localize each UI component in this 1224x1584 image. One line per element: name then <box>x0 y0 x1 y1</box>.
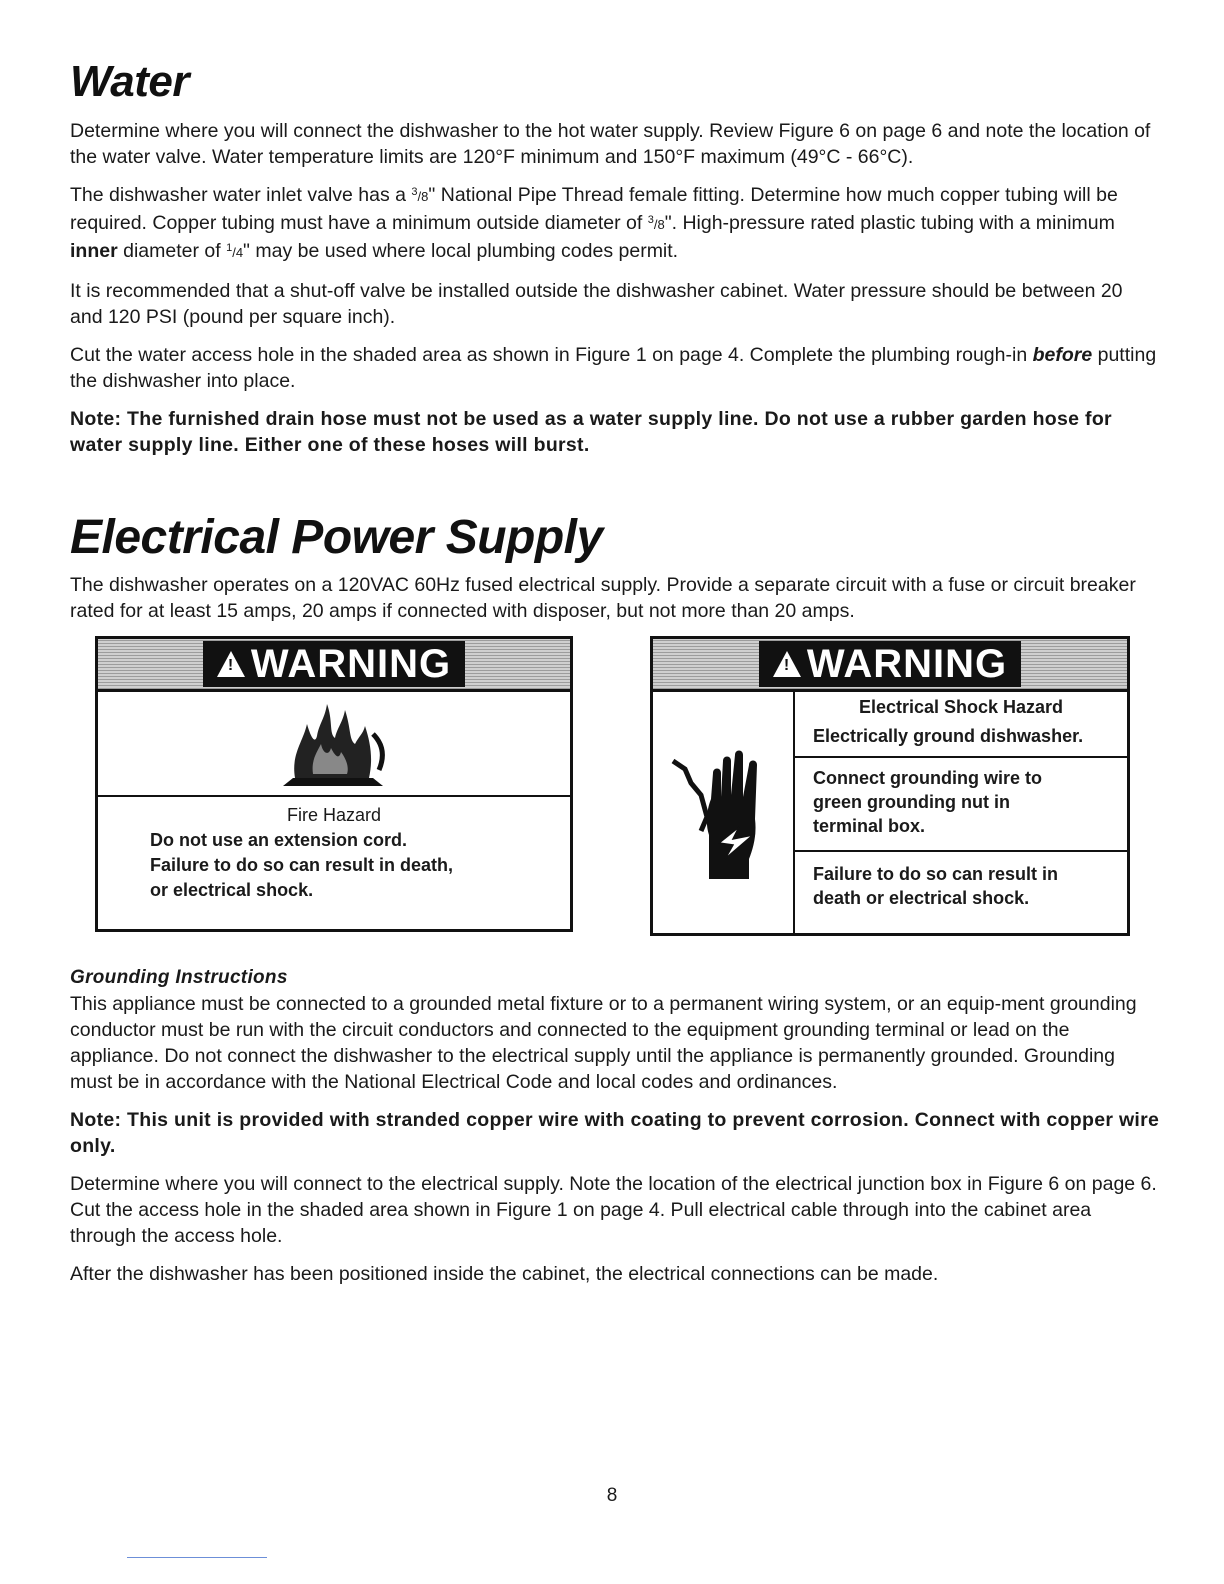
power-heading: Electrical Power Supply <box>70 511 603 564</box>
shock-warning-box <box>650 636 1130 936</box>
warning-banner <box>653 639 1127 692</box>
shock-hazard-title: Electrical Shock Hazard <box>858 697 1064 717</box>
fire-warning-line: Failure to do so can result in death, <box>150 855 454 875</box>
water-paragraph-4 <box>70 342 1160 394</box>
shock-warning-line: green grounding nut in <box>813 792 1010 812</box>
shock-warning-line: Connect grounding wire to <box>813 768 1042 788</box>
water-paragraph-3: It is recommended that a shut-off valve be installed outside the dishwasher cabinet. Water pressure should be between 20 and 120 PSI (pound per square inch). <box>70 280 1123 328</box>
text-run: " may be used where local plumbing codes permit. <box>243 240 679 262</box>
water-paragraph-1: Determine where you will connect the dishwasher to the hot water supply. Review Figure 6 on page 6 and note the location of the water valve. Water temperature limits are 120°F minimum and 150°F maximum (49°C - 66°C). <box>70 120 1151 168</box>
emphasis-inner: inner <box>70 240 118 262</box>
fraction-numerator: 3 <box>411 186 418 198</box>
fire-icon-area <box>98 692 570 797</box>
text-run: putting the dishwasher into place. <box>70 344 1157 392</box>
fraction-one-quarter <box>226 240 243 262</box>
text-run: The dishwasher water inlet valve has a <box>70 184 412 206</box>
water-paragraph-2 <box>70 182 1160 266</box>
water-heading: Water <box>70 57 189 106</box>
grounding-paragraph-1: This appliance must be connected to a grounded metal fixture or to a permanent wiring system, or an equip-ment grounding conductor must be run with the circuit conductors and connected to the equipment grounding terminal or lead on the appliance. Do not connect the dishwasher to the electrical supply until the appliance is permanently grounded. Grounding must be in accordance with the National Electrical Code and local codes and ordinances. <box>70 993 1137 1093</box>
grounding-heading: Grounding Instructions <box>70 967 288 988</box>
warning-text: WARNING <box>806 641 1008 686</box>
fraction-denominator: /4 <box>232 245 244 260</box>
emphasis-before: before <box>1032 344 1093 366</box>
grounding-paragraph-2: Determine where you will connect to the electrical supply. Note the location of the electrical junction box in Figure 6 on page 6. Cut the access hole in the shaded area shown in Figure 1 on page 4. Pull electrical cable through into the cabinet area through the access hole. <box>70 1173 1157 1247</box>
grounding-paragraph-3: After the dishwasher has been positioned inside the cabinet, the electrical connections can be made. <box>70 1263 939 1285</box>
shock-warning-line: terminal box. <box>813 816 926 836</box>
fire-hazard-title: Fire Hazard <box>286 805 382 825</box>
text-run: " National Pipe Thread female fitting. Determine how much copper tubing will be required. Copper tubing must have a minimum outside diameter of <box>70 184 1118 234</box>
fraction-numerator: 3 <box>647 214 654 226</box>
warning-panels <box>70 636 1160 951</box>
warning-label <box>203 641 465 687</box>
shock-warning-line: death or electrical shock. <box>813 888 1030 908</box>
alert-triangle-icon: ! <box>217 651 245 677</box>
fire-warning-box <box>95 636 573 932</box>
text-run: ". High-pressure rated plastic tubing with a minimum <box>664 212 1115 234</box>
shock-warning-line: Electrically ground dishwasher. <box>813 726 1084 746</box>
fraction-denominator: /8 <box>653 217 665 232</box>
text-run: diameter of <box>117 240 227 262</box>
warning-banner <box>98 639 570 692</box>
shock-hand-icon <box>661 739 791 899</box>
grounding-note: Note: This unit is provided with stranded copper wire with coating to prevent corrosion. Connect with copper wire only. <box>70 1109 1160 1157</box>
fire-warning-text <box>98 797 570 903</box>
alert-triangle-icon: ! <box>773 651 801 677</box>
fraction-numerator: 1 <box>226 242 233 254</box>
text-run: Cut the water access hole in the shaded area as shown in Figure 1 on page 4. Complete the plumbing rough-in <box>70 344 1033 366</box>
page-content <box>70 57 1160 1299</box>
fire-warning-line: Do not use an extension cord. <box>150 830 408 850</box>
shock-icon-area <box>653 689 795 933</box>
fraction-three-eighths <box>648 212 665 234</box>
shock-warning-text <box>795 689 1127 910</box>
shock-warning-line: Failure to do so can result in <box>813 864 1059 884</box>
page-number: 8 <box>606 1485 618 1506</box>
warning-text: WARNING <box>250 641 452 686</box>
water-note: Note: The furnished drain hose must not be used as a water supply line. Do not use a rubber garden hose for water supply line. Either one of these hoses will burst. <box>70 408 1112 456</box>
warning-label <box>759 641 1021 687</box>
fraction-three-eighths <box>411 184 428 206</box>
fraction-denominator: /8 <box>417 189 429 204</box>
power-paragraph-1: The dishwasher operates on a 120VAC 60Hz fused electrical supply. Provide a separate circuit with a fuse or circuit breaker rated for at least 15 amps, 20 amps if connected with disposer, but not more than 20 amps. <box>70 574 1136 622</box>
footer-rule <box>127 1557 267 1558</box>
fire-warning-line: or electrical shock. <box>150 880 314 900</box>
fire-icon <box>273 694 393 794</box>
